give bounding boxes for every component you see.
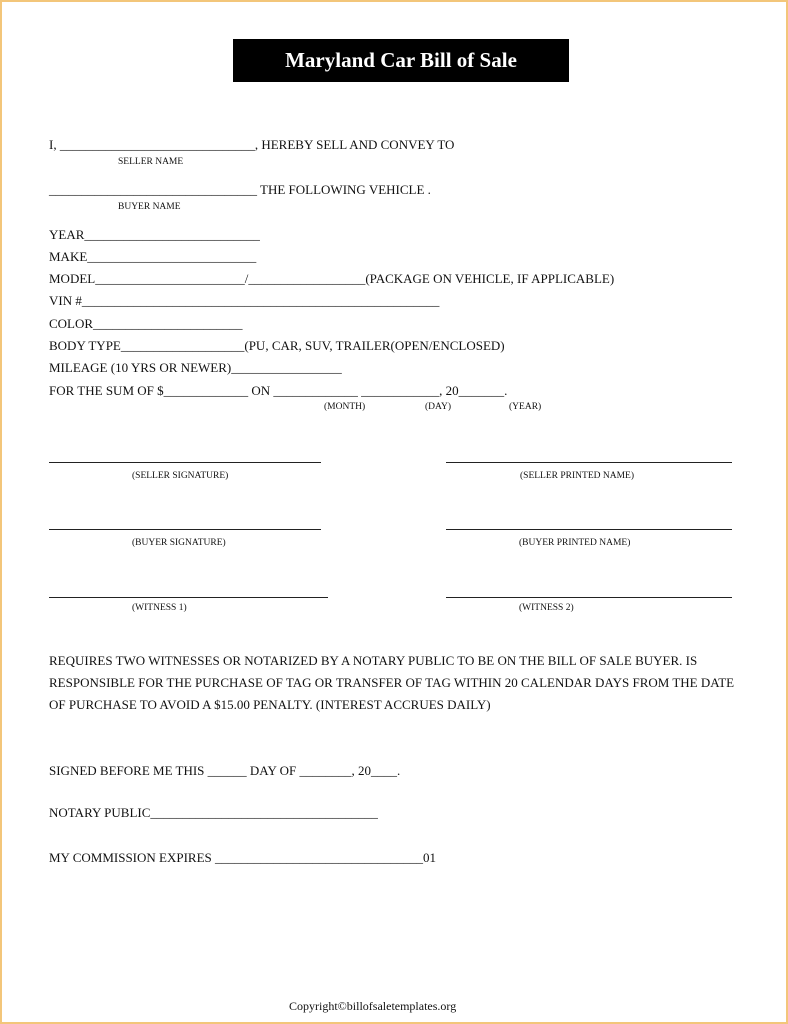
buyer-printed-name-line [446,529,732,530]
mileage-field: MILEAGE (10 YRS OR NEWER)_________________ [49,360,342,375]
make-field: MAKE__________________________ [49,249,257,264]
seller-line [49,137,454,153]
witness-1-caption: (WITNESS 1) [132,603,187,613]
month-caption: (MONTH) [324,402,366,412]
seller-signature-caption: (SELLER SIGNATURE) [132,471,229,481]
witness-2-line [446,597,732,598]
buyer-line-suffix: THE FOLLOWING VEHICLE . [257,182,431,197]
buyer-printed-name-caption: (BUYER PRINTED NAME) [519,538,631,548]
seller-printed-name-caption: (SELLER PRINTED NAME) [520,471,634,481]
signed-before-field: SIGNED BEFORE ME THIS ______ DAY OF ________, 20____. [49,763,401,778]
seller-name-caption: SELLER NAME [118,157,184,167]
witness-notice: REQUIRES TWO WITNESSES OR NOTARIZED BY A NOTARY PUBLIC TO BE ON THE BILL OF SALE BUYER. IS RESPONSIBLE FOR THE PURCHASE OF TAG OR TRANSFER OF TAG WITHIN 20 CALENDAR DAYS FROM THE DATE OF PURCHASE TO AVOID A $15.00 PENALTY. (INTEREST ACCRUES DAILY) [49,653,735,712]
commission-expires-field: MY COMMISSION EXPIRES ________________________________01 [49,850,437,865]
year-field: YEAR___________________________ [49,227,260,242]
buyer-name-caption: BUYER NAME [118,202,181,212]
buyer-line [49,182,431,198]
seller-printed-name-line [446,462,732,463]
witness-1-line [49,597,328,598]
vin-field: VIN #_______________________________________________________ [49,293,440,308]
buyer-name-blank: ________________________________ [49,182,257,197]
document-title: Maryland Car Bill of Sale [233,39,569,82]
seller-signature-line [49,462,321,463]
color-field: COLOR_______________________ [49,316,243,331]
notary-public-field: NOTARY PUBLIC___________________________________ [49,805,378,820]
buyer-signature-caption: (BUYER SIGNATURE) [132,538,226,548]
body-type-field: BODY TYPE___________________(PU, CAR, SUV, TRAILER(OPEN/ENCLOSED) [49,338,505,353]
model-field: MODEL_______________________/__________________(PACKAGE ON VEHICLE, IF APPLICABLE) [49,271,615,286]
seller-line-prefix: I, [49,137,60,152]
seller-name-blank: ______________________________ [59,137,255,152]
witness-2-caption: (WITNESS 2) [519,603,574,613]
seller-line-suffix: , HEREBY SELL AND CONVEY TO [254,137,455,152]
copyright-footer: Copyright©billofsaletemplates.org [289,999,457,1013]
year-caption: (YEAR) [509,402,542,412]
buyer-signature-line [49,529,321,530]
sum-field: FOR THE SUM OF $_____________ ON _____________ ____________, 20_______. [49,383,508,398]
day-caption: (DAY) [425,402,452,412]
